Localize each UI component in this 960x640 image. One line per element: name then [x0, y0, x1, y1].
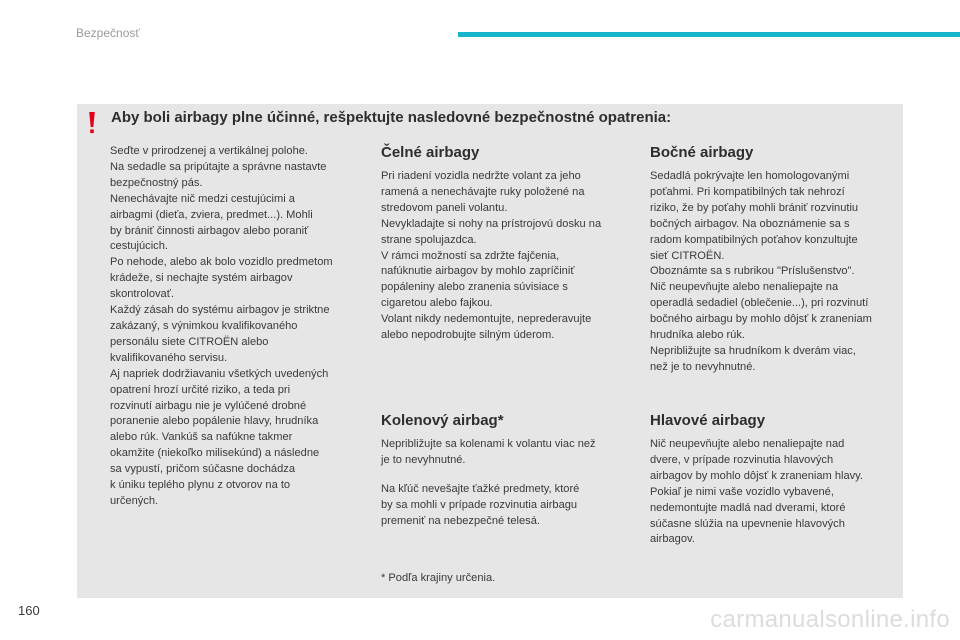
- page-number: 160: [18, 603, 40, 618]
- frontal-airbags-section: [381, 143, 639, 344]
- curtain-airbags-title: Hlavové airbagy: [650, 412, 766, 429]
- curtain-airbags-text: Nič neupevňujte alebo nenaliepajte nad dvere, v prípade rozvinutia hlavových airbagov by mohlo dôjsť k zraneniam hlavy. Pokiaľ je nimi vaše vozidlo vybavené, nedemontujte madlá nad dverami, ktoré súčasne slúžia na upevnenie hlavových airbagov.: [650, 438, 863, 546]
- knee-airbag-section: [381, 411, 639, 530]
- knee-airbag-text-1: Nepribližujte sa kolenami k volantu viac než je to nevyhnutné.: [381, 438, 596, 466]
- side-airbags-text: Sedadlá pokrývajte len homologovanými poťahmi. Pri kompatibilných tak nehrozí riziko, že by poťahy mohli brániť rozvinutiu bočných airbagov. Na oboznámenie sa s radom kompatibilných poťahov konzultujte sieť CITROËN. Oboznámte sa s rubrikou "Príslušenstvo". Nič neupevňujte alebo nenaliepajte na operadlá sedadiel (oblečenie...), pri rozvinutí bočného airbagu by mohlo dôjsť k zraneniam hrudníka alebo rúk. Nepribližujte sa hrudníkom k dverám viac, než je to nevyhnutné.: [650, 170, 872, 373]
- section-title: Bezpečnosť: [76, 26, 140, 40]
- frontal-airbags-text: Pri riadení vozidla nedržte volant za jeho ramená a nenechávajte ruky položené na stredovom paneli volantu. Nevykladajte si nohy na prístrojovú dosku na strane spolujazdca. V rámci možností sa zdržte fajčenia, nafúknutie airbagov by mohlo zapríčiniť popáleniny alebo zranenia súvisiace s cigaretou alebo fajkou. Volant nikdy nedemontujte, neprederavujte alebo nepodrobujte silným úderom.: [381, 170, 602, 342]
- side-airbags-section: [650, 143, 902, 376]
- general-precautions: [110, 144, 372, 510]
- knee-airbag-text-2: Na kľúč nevešajte ťažké predmety, ktoré by sa mohli v prípade rozvinutia airbagu premeniť na nebezpečné telesá.: [381, 482, 580, 527]
- watermark: carmanualsonline.info: [710, 606, 950, 633]
- side-airbags-title: Bočné airbagy: [650, 144, 754, 161]
- curtain-airbags-section: [650, 411, 902, 548]
- header-accent-bar: [458, 32, 960, 37]
- footnote: * Podľa krajiny určenia.: [381, 572, 496, 584]
- general-precautions-text: Seďte v prirodzenej a vertikálnej polohe. Na sedadle sa pripútajte a správne nastavte bezpečnostný pás. Nenechávajte nič medzi cestujúcimi a airbagmi (dieťa, zviera, predmet...). Mohli by brániť činnosti airbagov alebo poraniť cestujúcich. Po nehode, alebo ak bolo vozidlo predmetom krádeže, si nechajte systém airbagov skontrolovať. Každý zásah do systému airbagov je striktne zakázaný, s výnimkou kvalifikovaného personálu siete CITROËN alebo kvalifikovaného servisu. Aj napriek dodržiavaniu všetkých uvedených opatrení hrozí určité riziko, a teda pri rozvinutí airbagu nie je vylúčené drobné poranenie alebo popálenie hlavy, hrudníka alebo rúk. Vankúš sa nafúkne takmer okamžite (niekoľko milisekúnd) a následne sa vypustí, pričom súčasne dochádza k úniku teplého plynu z otvorov na to určených.: [110, 145, 333, 507]
- frontal-airbags-title: Čelné airbagy: [381, 144, 480, 161]
- panel-heading: Aby boli airbagy plne účinné, rešpektujte nasledovné bezpečnostné opatrenia:: [111, 109, 672, 126]
- knee-airbag-title: Kolenový airbag*: [381, 412, 504, 429]
- exclamation-icon: [86, 111, 98, 135]
